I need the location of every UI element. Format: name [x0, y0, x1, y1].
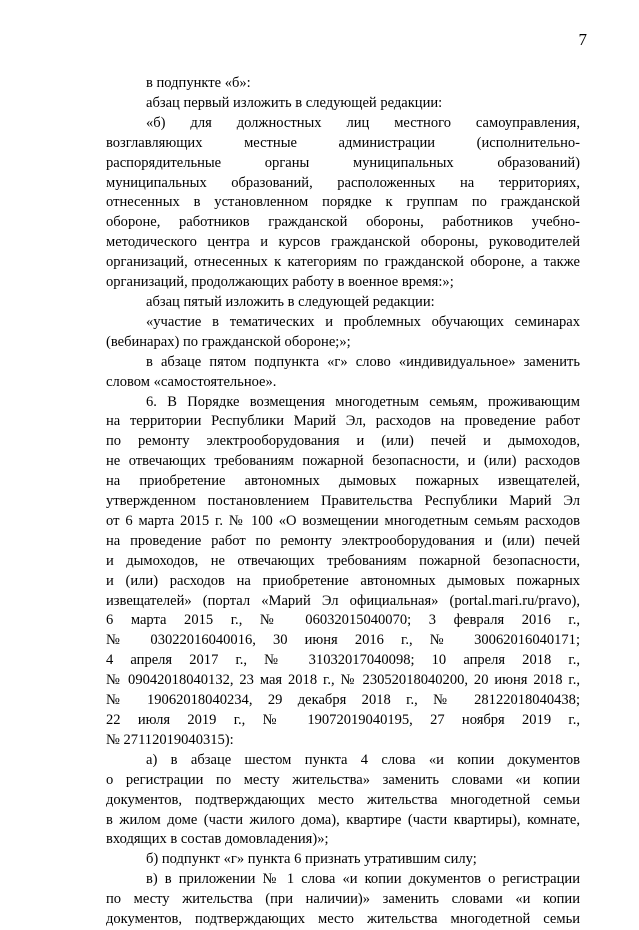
text-line: возглавляющих местные администрации (исполнительно-	[106, 134, 580, 151]
page-number: 7	[578, 30, 587, 49]
text-line: входящих в состав домовладения)»;	[106, 831, 329, 848]
text-line: на проведение работ по ремонту электрооборудования и (или) печей	[106, 532, 580, 549]
text-line: и дымоходов, не отвечающих требованиям пожарной безопасности,	[106, 552, 580, 569]
text-line: муниципальных образований, расположенных на территориях,	[106, 174, 580, 191]
text-line: «б) для должностных лиц местного самоуправления,	[146, 114, 580, 131]
text-line: словом «самостоятельное».	[106, 373, 277, 390]
document-body	[106, 74, 580, 930]
text-line: утвержденном постановлением Правительства Республики Марий Эл	[106, 493, 580, 510]
text-line: по месту жительства (при наличии)» заменить словами «и копии	[106, 891, 580, 908]
text-line: «участие в тематических и проблемных обучающих семинарах	[146, 313, 580, 330]
text-line: в абзаце пятом подпункта «г» слово «индивидуальное» заменить	[146, 353, 580, 370]
text-line: извещателей» (портал «Марий Эл официальная» (portal.mari.ru/pravo),	[106, 592, 580, 609]
text-line: № 27112019040315):	[106, 731, 234, 748]
text-line: и (или) расходов на приобретение автономных дымовых пожарных	[106, 572, 580, 589]
text-line: № 19062018040234, 29 декабря 2018 г., № 28122018040438;	[106, 692, 580, 709]
text-line: документов, подтверждающих место жительства многодетной семьи	[106, 911, 580, 928]
text-line: (вебинарах) по гражданской обороне;»;	[106, 333, 351, 350]
text-line: организаций, продолжающих работу в военное время:»;	[106, 274, 454, 291]
text-line: методического центра и курсов гражданской обороны, руководителей	[106, 234, 580, 251]
text-line: по ремонту электрооборудования и (или) печей и дымоходов,	[106, 433, 580, 450]
text-line: не отвечающих требованиям пожарной безопасности, и (или) расходов	[106, 453, 580, 470]
text-line: 6 марта 2015 г., № 06032015040070; 3 февраля 2016 г.,	[106, 612, 580, 629]
text-line: документов, подтверждающих место жительства многодетной семьи	[106, 791, 580, 808]
text-line: в жилом доме (части жилого дома), квартире (части квартиры), комнате,	[106, 811, 580, 828]
text-line: обороне, работников гражданской обороны, работников учебно-	[106, 214, 580, 231]
text-line: абзац первый изложить в следующей редакции:	[146, 94, 443, 111]
text-line: распорядительные органы муниципальных образований)	[106, 154, 580, 171]
text-line: 4 апреля 2017 г., № 31032017040098; 10 апреля 2018 г.,	[106, 652, 580, 669]
text-line: 6. В Порядке возмещения многодетным семьям, проживающим	[146, 393, 580, 410]
text-line: № 09042018040132, 23 мая 2018 г., № 23052018040200, 20 июня 2018 г.,	[106, 672, 580, 689]
text-line: абзац пятый изложить в следующей редакции:	[146, 293, 435, 310]
text-line: на приобретение автономных дымовых пожарных извещателей,	[106, 473, 580, 490]
text-line: отнесенных в установленном порядке к группам по гражданской	[106, 194, 580, 211]
text-line: в) в приложении № 1 слова «и копии документов о регистрации	[146, 871, 580, 888]
text-line: № 03022016040016, 30 июня 2016 г., № 30062016040171;	[106, 632, 580, 649]
text-line: б) подпункт «г» пункта 6 признать утратившим силу;	[146, 851, 477, 868]
text-line: от 6 марта 2015 г. № 100 «О возмещении многодетным семьям расходов	[106, 512, 580, 529]
text-line: на территории Республики Марий Эл, расходов на проведение работ	[106, 413, 580, 430]
text-line: в подпункте «б»:	[146, 75, 251, 91]
text-line: а) в абзаце шестом пункта 4 слова «и копии документов	[146, 751, 580, 768]
text-line: организаций, отнесенных к категориям по гражданской обороне, а также	[106, 254, 580, 271]
text-line: о регистрации по месту жительства» заменить словами «и копии	[106, 771, 580, 788]
text-line: 22 июля 2019 г., № 19072019040195, 27 ноября 2019 г.,	[106, 712, 580, 728]
